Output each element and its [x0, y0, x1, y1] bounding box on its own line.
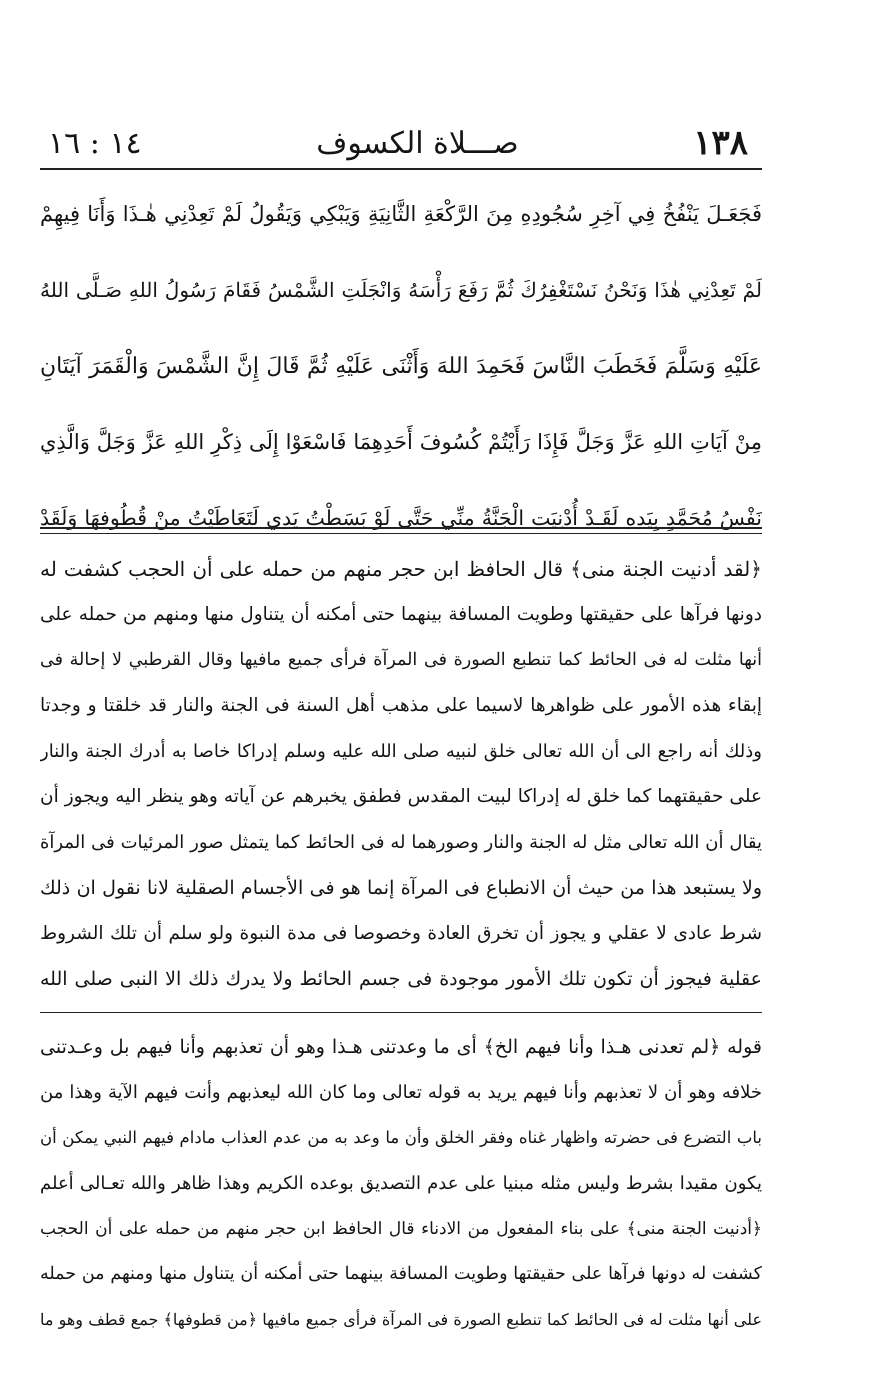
hadith-line: لَمْ تَعِدْنِي هٰذَا وَنَحْنُ نَسْتَغْفِرُكَ ثُمَّ رَفَعَ رَأْسَهُ وَانْجَلَتِ الشَّمْسُ فَقَامَ رَسُولُ اللهِ صَـلَّى اللهُ [40, 278, 762, 302]
hadith-line: نَفْسُ مُحَمَّدٍ بِيَدِهِ لَقَـدْ أُدْنِيَتِ الْجَنَّةُ مِنِّي حَتَّى لَوْ بَسَطْتُ يَدِي لَتَعَاطَيْتُ مِنْ قُطُوفِهَا وَلَقَدْ [40, 506, 762, 530]
hadith-reference: ١٤ : ١٦ [48, 125, 142, 161]
commentary-line: دونها فرآها على حقيقتها وطويت المسافة بينهما حتى أمكنه أن يتناول منها ومنهم من حمله على [40, 603, 762, 625]
commentary-line: كشفت له دونها فرآها على حقيقتها وطويت المسافة بينهما حتى أمكنه أن يتناول منها ومنهم من حمله [40, 1264, 762, 1285]
commentary-line: وذلك أنه راجع الى أن الله تعالى خلق لنبيه صلى الله عليه وسلم إدراكا خاصا به أدرك الجنة والنار [40, 740, 762, 762]
commentary-line: ﴿أدنيت الجنة منى﴾ على بناء المفعول من الادناء قال الحافظ ابن حجر منهم من حمله على أن الحجب [40, 1219, 762, 1240]
commentary-line: ﴿لقد أدنيت الجنة منى﴾ قال الحافظ ابن حجر منهم من حمله على أن الحجب كشفت له [40, 556, 762, 581]
commentary-line: ولا يستبعد هذا من حيث أن الانطباع فى المرآة إنما هو فى الأجسام الصقلية لانا نقول ان ذلك [40, 876, 762, 899]
commentary-line: على أنها مثلت له فى الحائط كما تنطبع الصورة فى المرآة فرأى جميع مافيها ﴿من قطوفها﴾ جمع قطف وهو ما [40, 1310, 762, 1330]
header-rule [40, 168, 762, 170]
footnote-rule [40, 1012, 762, 1013]
page-number: ١٣٨ [693, 123, 748, 163]
commentary-line: شرط عادى لا عقلي و يجوز أن تخرق العادة وخصوصا فى مدة النبوة ولو سلم أن تلك الشروط [40, 923, 762, 945]
hadith-line: مِنْ آيَاتِ اللهِ عَزَّ وَجَلَّ فَإِذَا رَأَيْتُمْ كُسُوفَ أَحَدِهِمَا فَاسْعَوْا إِلَى ذِكْرِ اللهِ عَزَّ وَجَلَّ وَالَّذِي [40, 430, 762, 454]
commentary-block-1 [40, 546, 762, 1002]
commentary-line: قوله ﴿لم تعدنى هـذا وأنا فيهم الخ﴾ أى ما وعدتنى هـذا وهو أن تعذبهم وأنا فيهم بل وعـدتنى [40, 1035, 762, 1058]
commentary-line: على حقيقتهما كما خلق له إدراكا لبيت المقدس فطفق يخبرهم عن آياته وهو ينظر اليه ويجوز أن [40, 786, 762, 808]
commentary-line: خلافه وهو أن لا تعذبهم وأنا فيهم يريد به قوله تعالى وما كان الله ليعذبهم وأنت فيهم الآية وهذا من [40, 1081, 762, 1103]
separator-rule [40, 533, 762, 534]
commentary-line: إبقاء هذه الأمور على ظواهرها لاسيما على مذهب أهل السنة فى الجنة والنار قد خلقتا و وجدتا [40, 695, 762, 717]
commentary-block-2 [40, 1024, 762, 1343]
hadith-text [40, 176, 762, 556]
hadith-line: عَلَيْهِ وَسَلَّمَ فَخَطَبَ النَّاسَ فَحَمِدَ اللهَ وَأَثْنَى عَلَيْهِ ثُمَّ قَالَ إِنَّ الشَّمْسَ وَالْقَمَرَ آيَتَانِ [40, 353, 762, 379]
commentary-line: أنها مثلت له فى الحائط كما تنطبع الصورة فى المرآة فرأى جميع مافيها وقال القرطبي لا إحالة فى [40, 649, 762, 670]
page-header [48, 118, 748, 168]
chapter-title: صـــلاة الكسوف [316, 125, 519, 161]
hadith-line: فَجَعَـلَ يَنْفُخُ فِي آخِرِ سُجُودِهِ مِنَ الرَّكْعَةِ الثَّانِيَةِ وَيَبْكِي وَيَقُولُ لَمْ تَعِدْنِي هٰـذَا وَأَنَا فِيهِمْ [40, 202, 762, 226]
separator-rule [40, 527, 762, 529]
commentary-line: عقلية فيجوز أن تكون تلك الأمور موجودة فى جسم الحائط ولا يدرك ذلك الا النبى صلى الله [40, 968, 762, 991]
commentary-line: يكون مقيدا بشرط وليس مثله مبنيا على عدم التصديق بوعده الكريم وهذا ظاهر والله تعـالى أعلم [40, 1172, 762, 1194]
commentary-line: يقال أن الله تعالى مثل له الجنة والنار وصورهما له فى الحائط كما يتمثل صور المرئيات فى المرآة [40, 831, 762, 853]
commentary-line: باب التضرع فى حضرته واظهار غناه وفقر الخلق وأن ما وعد به من عدم العذاب مادام فيهم النبي يمكن أن [40, 1128, 762, 1148]
